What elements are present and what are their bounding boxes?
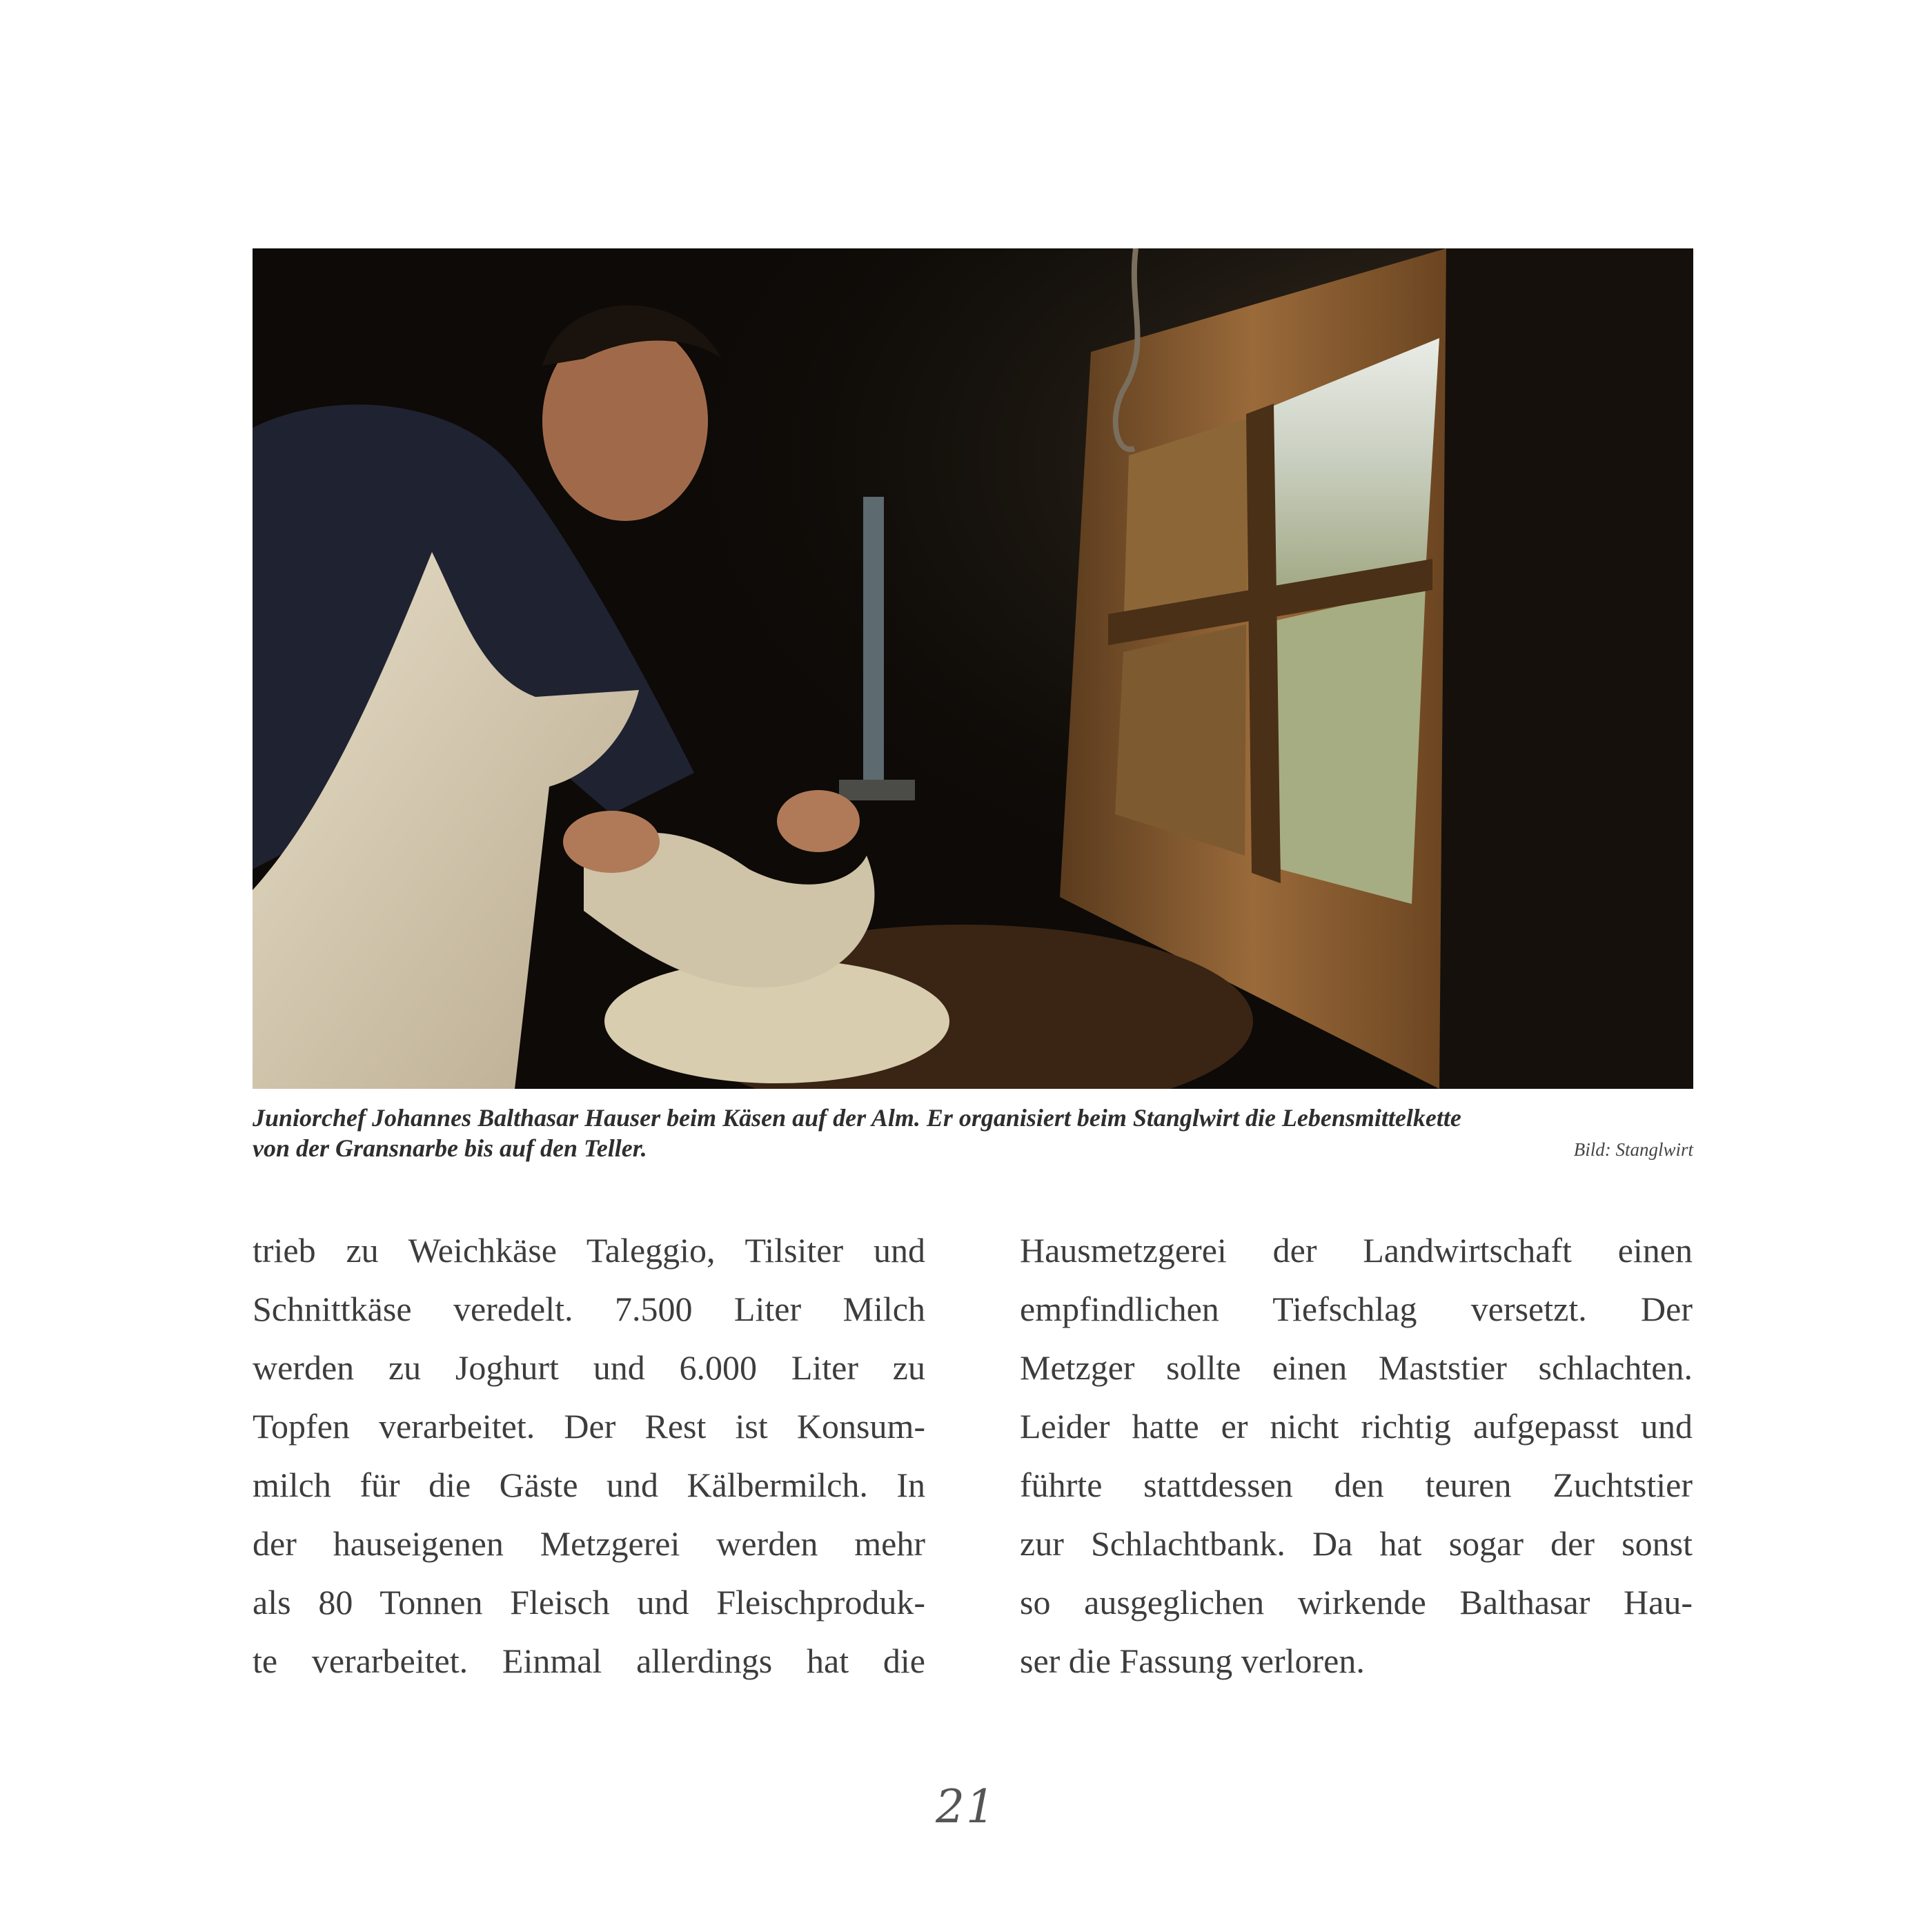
text-line: trieb zu Weichkäse Taleggio, Tilsiter und [253,1231,925,1270]
text-line: empfindlichen Tiefschlag versetzt. Der [1020,1290,1693,1328]
text-line: Metzger sollte einen Maststier schlachten. [1020,1348,1693,1387]
text-line: als 80 Tonnen Fleisch und Fleischproduk- [253,1583,925,1621]
photo-credit: Bild: Stanglwirt [1573,1139,1693,1160]
text-line: führte stattdessen den teuren Zuchtstier [1020,1466,1693,1504]
text-line: Hausmetzgerei der Landwirtschaft einen [1020,1231,1693,1270]
caption-line-2: von der Gransnarbe bis auf den Teller. [253,1134,647,1162]
text-line: milch für die Gäste und Kälbermilch. In [253,1466,925,1504]
page-number: 21 [936,1780,996,1833]
text-line: Schnittkäse veredelt. 7.500 Liter Milch [253,1290,925,1328]
text-line: Topfen verarbeitet. Der Rest ist Konsum- [253,1407,925,1446]
text-line: ser die Fassung verloren. [1020,1642,1365,1680]
text-line: zur Schlachtbank. Da hat sogar der sonst [1020,1524,1693,1563]
text-column-left [253,1221,925,1690]
text-column-right [1020,1221,1693,1690]
text-line: te verarbeitet. Einmal allerdings hat die [253,1642,925,1680]
photo-caption [253,1103,1693,1163]
text-line: werden zu Joghurt und 6.000 Liter zu [253,1348,925,1387]
caption-line-1: Juniorchef Johannes Balthasar Hauser beim Käsen auf der Alm. Er organisiert beim Stanglwirt die Lebensmittelkette [253,1104,1461,1132]
text-line: so ausgeglichen wirkende Balthasar Hau- [1020,1583,1693,1621]
photo-cheesemaker [253,248,1693,1089]
text-line: Leider hatte er nicht richtig aufgepasst und [1020,1407,1693,1446]
text-line: der hauseigenen Metzgerei werden mehr [253,1524,925,1563]
